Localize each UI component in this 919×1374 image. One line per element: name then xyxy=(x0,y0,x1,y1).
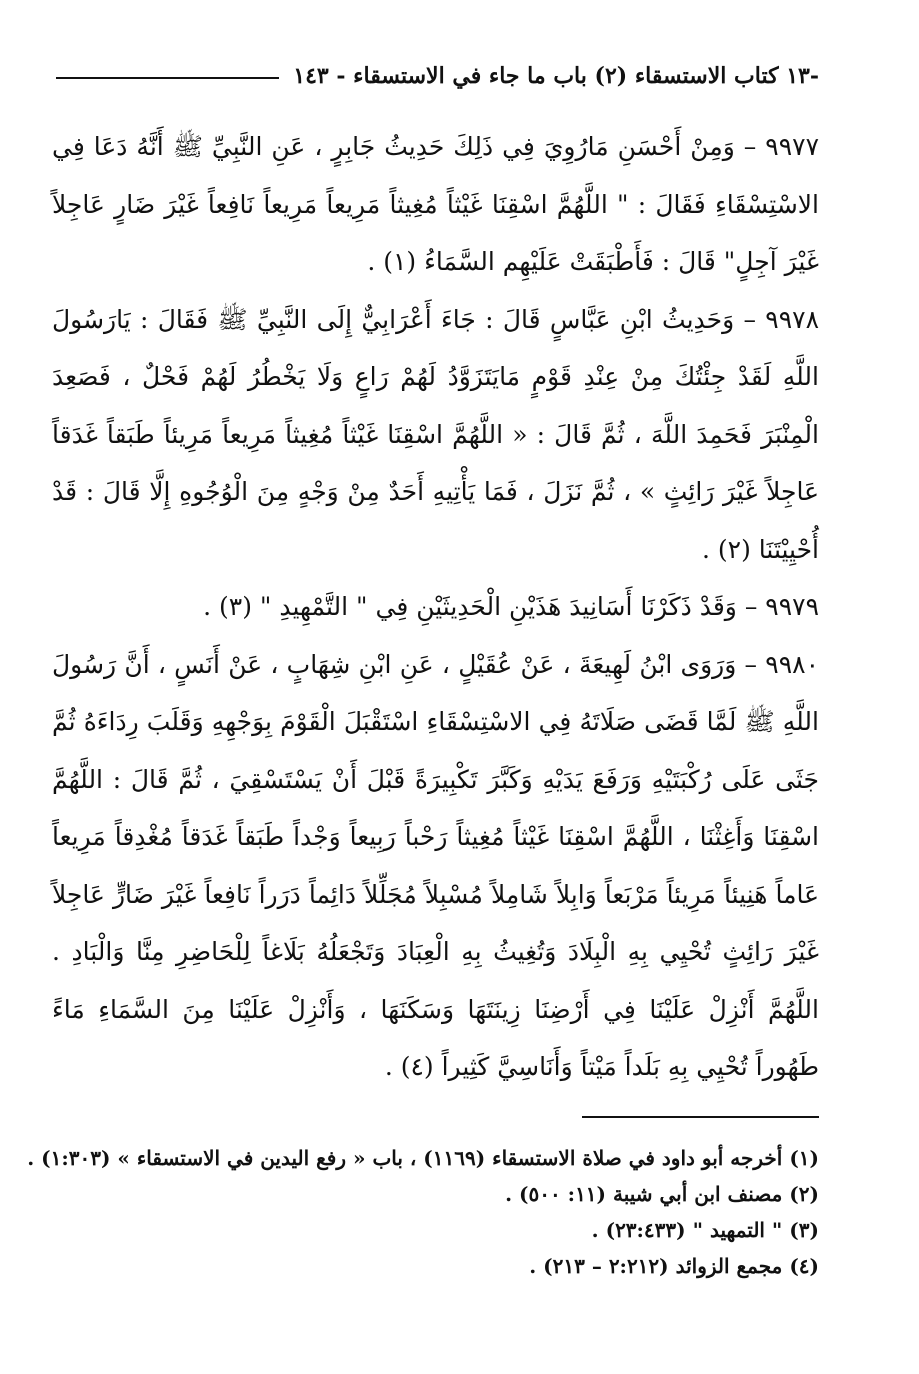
hadith-9978: ٩٩٧٨ – وَحَدِيثُ ابْنِ عَبَّاسٍ قَالَ : جَاءَ أَعْرَابِيٌّ إِلَى النَّبِيِّ ﷺ فَقَالَ : يَارَسُولَ اللَّهِ لَقَدْ جِئْتُكَ مِنْ عِنْدِ قَوْمٍ مَايَتَزَوَّدُ لَهُمْ رَاعٍ وَلَا يَخْطُرُ لَهُمْ فَحْلٌ ، فَصَعِدَ الْمِنْبَرَ فَحَمِدَ اللَّهَ ، ثُمَّ قَالَ : « اللَّهُمَّ اسْقِنَا غَيْثاً مُغِيثاً مَرِيعاً مَرِيئاً طَبَقاً غَدَقاً عَاجِلاً غَيْرَ رَائِثٍ » ، ثُمَّ نَزَلَ ، فَمَا يَأْتِيهِ أَحَدٌ مِنْ وَجْهٍ مِنَ الْوُجُوهِ إِلَّا قَالَ : قَدْ أُحْيِيْتَنَا (٢) . xyxy=(52,304,819,564)
header-rule xyxy=(56,77,279,79)
hadith-9977: ٩٩٧٧ – وَمِنْ أَحْسَنِ مَارُوِيَ فِي ذَلِكَ حَدِيثُ جَابِرٍ ، عَنِ النَّبِيِّ ﷺ أَنَّهُ دَعَا فِي الاسْتِسْقَاءِ فَقَالَ : " اللَّهُمَّ اسْقِنَا غَيْثاً مُغِيثاً مَرِيعاً مَرِيعاً نَافِعاً غَيْرَ ضَارٍ عَاجِلاً غَيْرَ آجِلٍ" قَالَ : فَأَطْبَقَتْ عَلَيْهِم السَّمَاءُ (١) . xyxy=(52,132,819,276)
main-text xyxy=(52,118,819,1096)
footnote-1: (١) أخرجه أبو داود في صلاة الاستسقاء (١١٦٩) ، باب « رفع اليدين في الاستسقاء » (١:٣٠٣) . xyxy=(27,1146,819,1170)
footnote-2: (٢) مصنف ابن أبي شيبة (١١: ٥٠٠) . xyxy=(505,1182,819,1206)
hadith-9979: ٩٩٧٩ – وَقَدْ ذَكَرْنَا أَسَانِيدَ هَذَيْنِ الْحَدِيثَيْنِ فِي " التَّمْهِيدِ " (٣) . xyxy=(203,592,819,621)
hadith-9980: ٩٩٨٠ – وَرَوَى ابْنُ لَهِيعَةَ ، عَنْ عُقَيْلٍ ، عَنِ ابْنِ شِهَابٍ ، عَنْ أَنَسٍ ، أَنَّ رَسُولَ اللَّهِ ﷺ لَمَّا قَضَى صَلَاتَهُ فِي الاسْتِسْقَاءِ اسْتَقْبَلَ الْقَوْمَ بِوَجْهِهِ وَقَلَبَ رِدَاءَهُ ثُمَّ جَثَى عَلَى رُكْبَتَيْهِ وَرَفَعَ يَدَيْهِ وَكَبَّرَ تَكْبِيرَةً قَبْلَ أَنْ يَسْتَسْقِيَ ، ثُمَّ قَالَ : اللَّهُمَّ اسْقِنَا وَأَغِثْنَا ، اللَّهُمَّ اسْقِنَا غَيْثاً مُغِيثاً رَحْباً رَبِيعاً وَجْداً طَبَقاً غَدَقاً مُغْدِقاً مَرِيعاً عَاماً هَنِيئاً مَرِيئاً مَرْبَعاً وَابِلاً شَامِلاً مُسْبِلاً مُجَلِّلاً دَائِماً دَرَراً نَافِعاً غَيْرَ ضَارٍّ عَاجِلاً غَيْرَ رَائِثٍ تُحْيِي بِهِ الْبِلَادَ وَتُغِيثُ بِهِ الْعِبَادَ وَتَجْعَلُهُ بَلَاغاً لِلْحَاضِرِ مِنَّا وَالْبَادِ . اللَّهُمَّ أَنْزِلْ عَلَيْنَا فِي أَرْضِنَا زِينَتَهَا وَسَكَنَهَا ، وَأَنْزِلْ عَلَيْنَا مِنَ السَّمَاءِ مَاءً طَهُوراً تُحْيِي بِهِ بَلَداً مَيْتاً وَأَنَاسِيَّ كَثِيراً (٤) . xyxy=(52,649,819,1081)
footnote-separator xyxy=(582,1116,819,1118)
footnotes xyxy=(27,1140,819,1284)
running-head: -١٣ كتاب الاستسقاء (٢) باب ما جاء في الاستسقاء - ١٤٣ xyxy=(293,63,819,89)
page-header xyxy=(56,56,819,96)
footnote-4: (٤) مجمع الزوائد (٢:٢١٢ – ٢١٣) . xyxy=(529,1254,819,1278)
footnote-3: (٣) " التمهيد " (٢٣:٤٣٣) . xyxy=(591,1218,819,1242)
